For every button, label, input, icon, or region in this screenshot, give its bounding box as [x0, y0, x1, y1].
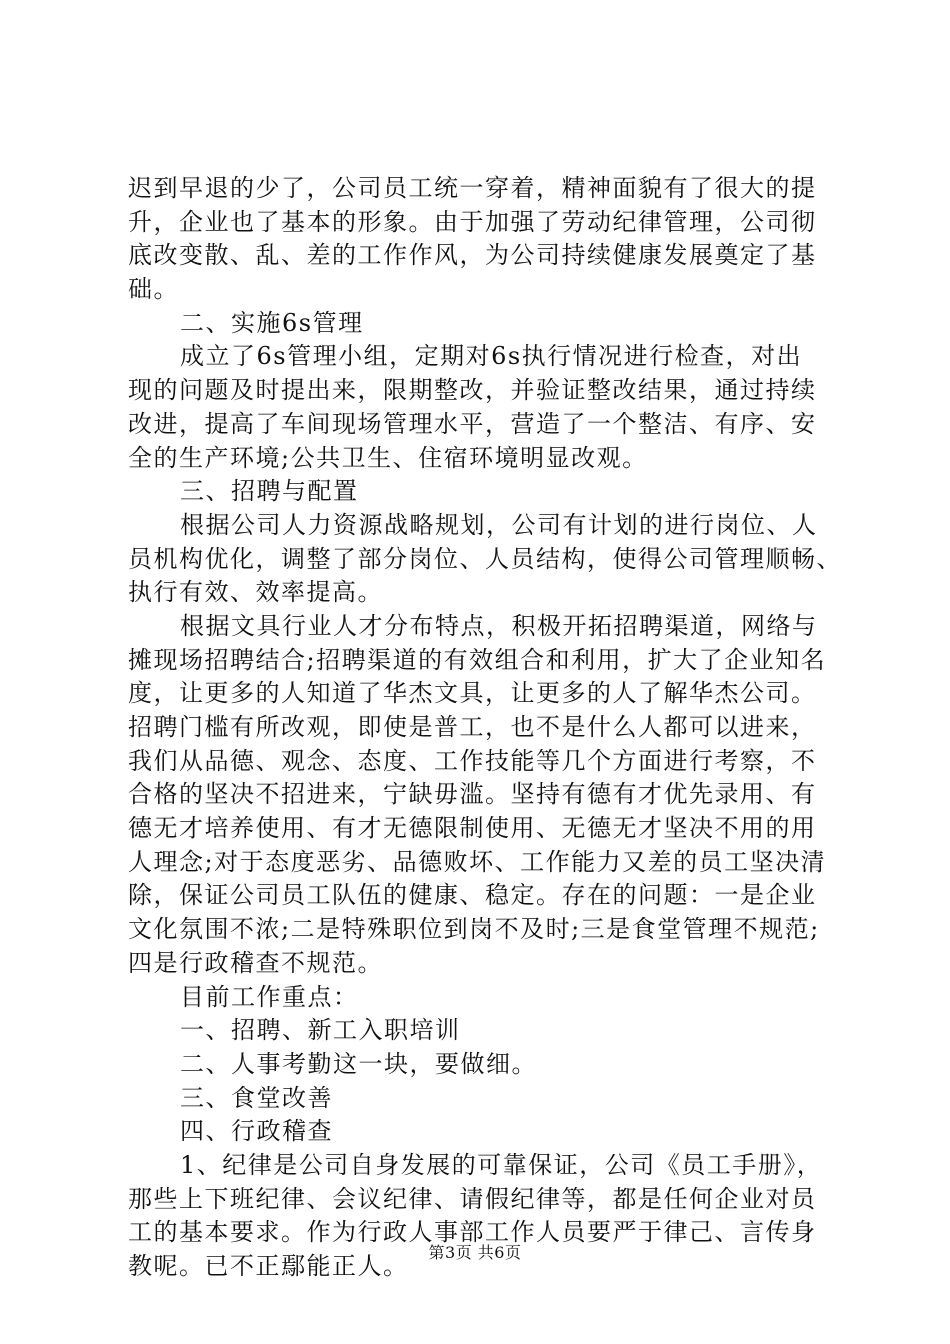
text-line: 升，企业也了基本的形象。由于加强了劳动纪律管理，公司彻 — [128, 207, 817, 236]
text-line: 员机构优化，调整了部分岗位、人员结构，使得公司管理顺畅、 — [128, 544, 842, 573]
text-line: 四是行政稽查不规范。 — [128, 948, 383, 977]
text-line: 度，让更多的人知道了华杰文具，让更多的人了解华杰公司。 — [128, 679, 817, 708]
text-line: 人理念;对于态度恶劣、品德败坏、工作能力又差的员工坚决清 — [128, 847, 827, 876]
text-line: 德无才培养使用、有才无德限制使用、无德无才坚决不用的用 — [128, 814, 817, 843]
text-line: 执行有效、效率提高。 — [128, 578, 383, 607]
text-line: 根据文具行业人才分布特点，积极开拓招聘渠道，网络与 — [180, 611, 818, 640]
text-line: 教呢。已不正鄢能正人。 — [128, 1252, 409, 1280]
text-line: 成立了6s管理小组，定期对6s执行情况进行检查，对出 — [180, 342, 803, 371]
text-line: 工的基本要求。作为行政人事部工作人员要严于律己、言传身 — [128, 1218, 817, 1247]
text-line: 一、招聘、新工入职培训 — [180, 1016, 461, 1045]
text-line: 现的问题及时提出来，限期整改，并验证整改结果，通过持续 — [128, 376, 817, 405]
text-line: 招聘门槛有所改观，即使是普工，也不是什么人都可以进来， — [128, 713, 817, 741]
text-line: 目前工作重点： — [180, 982, 359, 1011]
text-line: 文化氛围不浓;二是特殊职位到岗不及时;三是食堂管理不规范; — [128, 915, 820, 944]
text-line: 二、实施6s管理 — [180, 308, 364, 337]
text-line: 全的生产环境;公共卫生、住宿环境明显改观。 — [128, 443, 648, 472]
text-line: 1、纪律是公司自身发展的可靠保证，公司《员工手册》， — [180, 1150, 823, 1179]
text-line: 三、招聘与配置 — [180, 477, 359, 506]
text-line: 合格的坚决不招进来，宁缺毋滥。坚持有德有才优先录用、有 — [128, 780, 817, 809]
text-line: 改进，提高了车间现场管理水平，营造了一个整洁、有序、安 — [128, 409, 817, 438]
text-line: 那些上下班纪律、会议纪律、请假纪律等，都是任何企业对员 — [128, 1184, 817, 1213]
text-line: 础。 — [128, 275, 179, 304]
page-footer: 第3页 共6页 — [428, 1243, 522, 1262]
text-line: 底改变散、乱、差的工作作风，为公司持续健康发展奠定了基 — [128, 241, 817, 270]
text-line: 摊现场招聘结合;招聘渠道的有效组合和利用，扩大了企业知名 — [128, 645, 827, 674]
text-line: 除，保证公司员工队伍的健康、稳定。存在的问题：一是企业 — [128, 881, 817, 910]
text-line: 我们从品德、观念、态度、工作技能等几个方面进行考察，不 — [128, 746, 817, 775]
text-line: 迟到早退的少了，公司员工统一穿着，精神面貌有了很大的提 — [128, 174, 817, 202]
document-body — [128, 172, 842, 1284]
text-line: 三、食堂改善 — [180, 1083, 333, 1112]
text-line: 二、人事考勤这一块，要做细。 — [180, 1049, 537, 1078]
text-line: 四、行政稽查 — [180, 1117, 333, 1146]
text-line: 根据公司人力资源战略规划，公司有计划的进行岗位、人 — [180, 510, 818, 539]
